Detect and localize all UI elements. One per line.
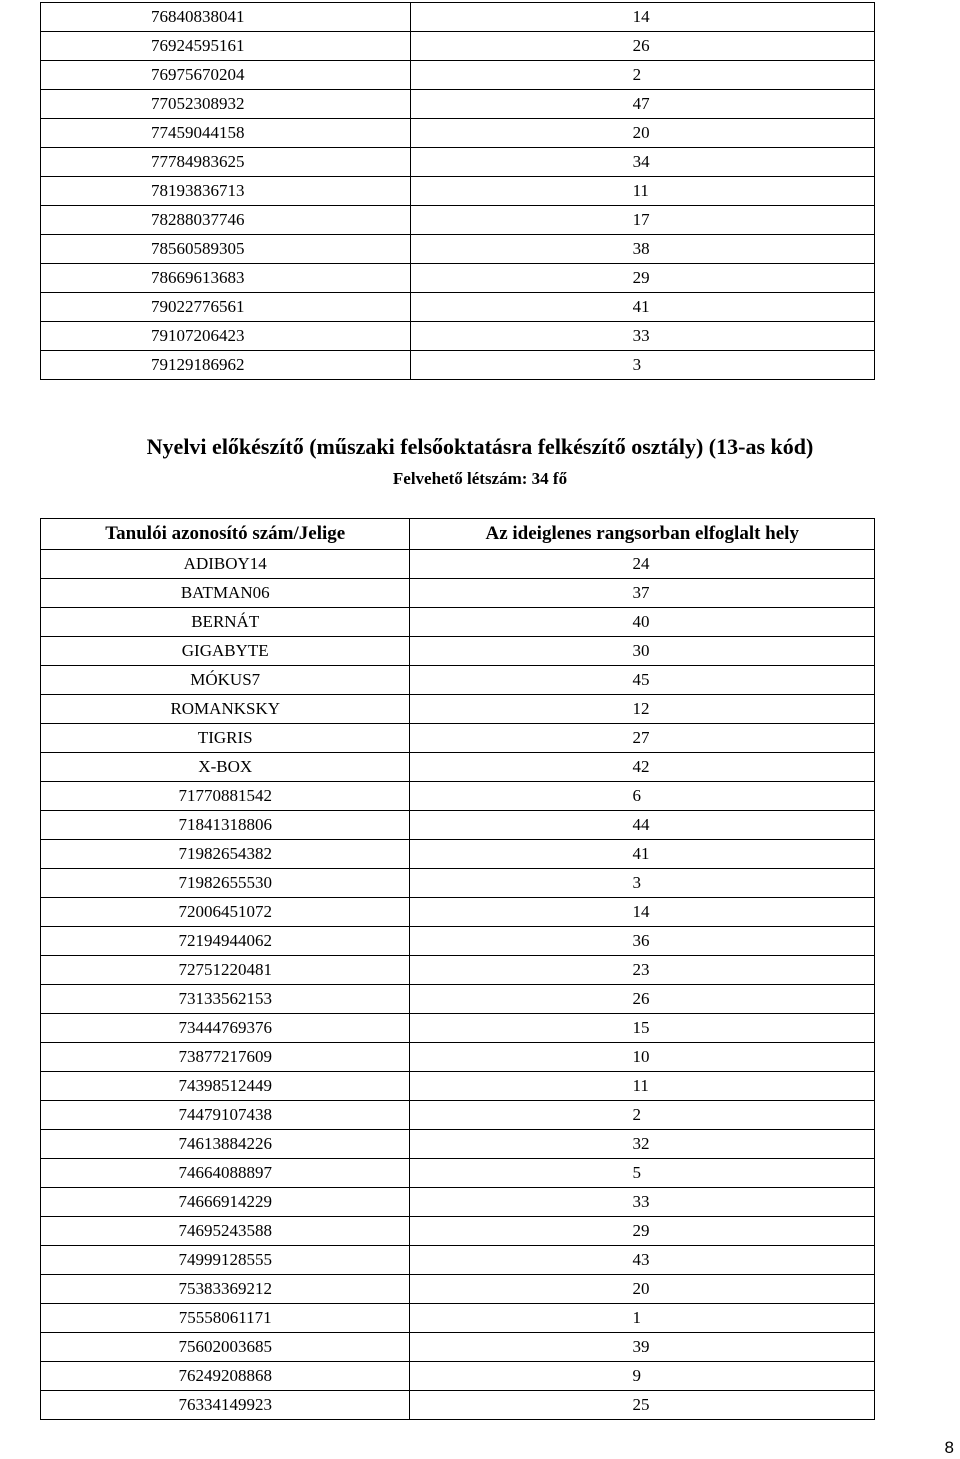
rank-cell: 15	[410, 1014, 875, 1043]
student-id-cell: 71841318806	[41, 811, 410, 840]
student-id-cell: 78288037746	[41, 206, 411, 235]
student-id-cell: ROMANKSKY	[41, 695, 410, 724]
rank-cell: 11	[410, 177, 874, 206]
table-row	[41, 1304, 875, 1333]
table-row	[41, 90, 875, 119]
student-id-cell: 78669613683	[41, 264, 411, 293]
student-id-cell: 75383369212	[41, 1275, 410, 1304]
table-row	[41, 119, 875, 148]
main-ranking-table	[40, 518, 875, 1420]
table-row	[41, 782, 875, 811]
student-id-cell: 74398512449	[41, 1072, 410, 1101]
table-row	[41, 1072, 875, 1101]
student-id-cell: BATMAN06	[41, 579, 410, 608]
rank-cell: 40	[410, 608, 875, 637]
rank-cell: 23	[410, 956, 875, 985]
student-id-cell: TIGRIS	[41, 724, 410, 753]
table-row	[41, 1362, 875, 1391]
student-id-cell: 78560589305	[41, 235, 411, 264]
rank-cell: 11	[410, 1072, 875, 1101]
table-row	[41, 985, 875, 1014]
table-row	[41, 724, 875, 753]
student-id-cell: 76975670204	[41, 61, 411, 90]
table-row	[41, 32, 875, 61]
student-id-cell: 73444769376	[41, 1014, 410, 1043]
student-id-cell: 73877217609	[41, 1043, 410, 1072]
student-id-cell: GIGABYTE	[41, 637, 410, 666]
rank-cell: 41	[410, 840, 875, 869]
rank-cell: 29	[410, 264, 874, 293]
table-row	[41, 1333, 875, 1362]
student-id-cell: 79022776561	[41, 293, 411, 322]
rank-cell: 14	[410, 898, 875, 927]
student-id-cell: 71982654382	[41, 840, 410, 869]
student-id-cell: 78193836713	[41, 177, 411, 206]
rank-cell: 38	[410, 235, 874, 264]
rank-cell: 30	[410, 637, 875, 666]
page-number: 8	[944, 1438, 954, 1457]
student-id-cell: 74613884226	[41, 1130, 410, 1159]
table-row	[41, 1130, 875, 1159]
rank-cell: 44	[410, 811, 875, 840]
student-id-cell: 77784983625	[41, 148, 411, 177]
table-row	[41, 235, 875, 264]
rank-cell: 33	[410, 322, 874, 351]
student-id-cell: 77459044158	[41, 119, 411, 148]
rank-cell: 3	[410, 351, 874, 380]
student-id-cell: MÓKUS7	[41, 666, 410, 695]
table-row	[41, 1014, 875, 1043]
table-row	[41, 264, 875, 293]
header-rank: Az ideiglenes rangsorban elfoglalt hely	[410, 519, 875, 550]
student-id-cell: 74664088897	[41, 1159, 410, 1188]
table-row	[41, 956, 875, 985]
header-student-id: Tanulói azonosító szám/Jelige	[41, 519, 410, 550]
table-row	[41, 550, 875, 579]
section-title: Nyelvi előkészítő (műszaki felsőoktatásra felkészítő osztály) (13-as kód)	[146, 434, 814, 459]
rank-cell: 45	[410, 666, 875, 695]
rank-cell: 26	[410, 985, 875, 1014]
table-row	[41, 3, 875, 32]
rank-cell: 42	[410, 753, 875, 782]
table-row	[41, 695, 875, 724]
rank-cell: 29	[410, 1217, 875, 1246]
table-row	[41, 811, 875, 840]
rank-cell: 24	[410, 550, 875, 579]
student-id-cell: 76249208868	[41, 1362, 410, 1391]
student-id-cell: 75558061171	[41, 1304, 410, 1333]
student-id-cell: 74999128555	[41, 1246, 410, 1275]
rank-cell: 20	[410, 119, 874, 148]
student-id-cell: 73133562153	[41, 985, 410, 1014]
student-id-cell: 79129186962	[41, 351, 411, 380]
rank-cell: 2	[410, 1101, 875, 1130]
rank-cell: 41	[410, 293, 874, 322]
student-id-cell: X-BOX	[41, 753, 410, 782]
table-row	[41, 927, 875, 956]
table-row	[41, 608, 875, 637]
table-row	[41, 1101, 875, 1130]
student-id-cell: 72751220481	[41, 956, 410, 985]
rank-cell: 10	[410, 1043, 875, 1072]
rank-cell: 14	[410, 3, 874, 32]
table-row	[41, 1188, 875, 1217]
rank-cell: 2	[410, 61, 874, 90]
table-row	[41, 666, 875, 695]
table-row	[41, 579, 875, 608]
rank-cell: 39	[410, 1333, 875, 1362]
table-row	[41, 637, 875, 666]
table-header-row	[41, 519, 875, 550]
student-id-cell: 71982655530	[41, 869, 410, 898]
rank-cell: 1	[410, 1304, 875, 1333]
table-row	[41, 898, 875, 927]
table-row	[41, 840, 875, 869]
student-id-cell: BERNÁT	[41, 608, 410, 637]
rank-cell: 33	[410, 1188, 875, 1217]
student-id-cell: 76840838041	[41, 3, 411, 32]
student-id-cell: 75602003685	[41, 1333, 410, 1362]
student-id-cell: 74666914229	[41, 1188, 410, 1217]
rank-cell: 34	[410, 148, 874, 177]
table-row	[41, 61, 875, 90]
rank-cell: 6	[410, 782, 875, 811]
rank-cell: 32	[410, 1130, 875, 1159]
student-id-cell: 74479107438	[41, 1101, 410, 1130]
student-id-cell: 71770881542	[41, 782, 410, 811]
rank-cell: 20	[410, 1275, 875, 1304]
table-row	[41, 1246, 875, 1275]
section-capacity: Felvehető létszám: 34 fő	[392, 469, 568, 488]
table-row	[41, 869, 875, 898]
rank-cell: 17	[410, 206, 874, 235]
table-row	[41, 1391, 875, 1420]
top-ranking-table	[40, 2, 875, 380]
main-ranking-table-body	[41, 550, 875, 1420]
table-row	[41, 1275, 875, 1304]
table-row	[41, 753, 875, 782]
student-id-cell: ADIBOY14	[41, 550, 410, 579]
table-row	[41, 206, 875, 235]
student-id-cell: 77052308932	[41, 90, 411, 119]
student-id-cell: 72194944062	[41, 927, 410, 956]
student-id-cell: 76334149923	[41, 1391, 410, 1420]
student-id-cell: 76924595161	[41, 32, 411, 61]
rank-cell: 9	[410, 1362, 875, 1391]
table-row	[41, 1043, 875, 1072]
student-id-cell: 72006451072	[41, 898, 410, 927]
table-row	[41, 351, 875, 380]
table-row	[41, 322, 875, 351]
rank-cell: 43	[410, 1246, 875, 1275]
rank-cell: 37	[410, 579, 875, 608]
rank-cell: 27	[410, 724, 875, 753]
rank-cell: 25	[410, 1391, 875, 1420]
table-row	[41, 177, 875, 206]
rank-cell: 3	[410, 869, 875, 898]
table-row	[41, 148, 875, 177]
student-id-cell: 79107206423	[41, 322, 411, 351]
rank-cell: 5	[410, 1159, 875, 1188]
rank-cell: 12	[410, 695, 875, 724]
table-row	[41, 293, 875, 322]
rank-cell: 36	[410, 927, 875, 956]
top-ranking-table-body	[41, 3, 875, 380]
student-id-cell: 74695243588	[41, 1217, 410, 1246]
table-row	[41, 1217, 875, 1246]
rank-cell: 47	[410, 90, 874, 119]
table-row	[41, 1159, 875, 1188]
rank-cell: 26	[410, 32, 874, 61]
